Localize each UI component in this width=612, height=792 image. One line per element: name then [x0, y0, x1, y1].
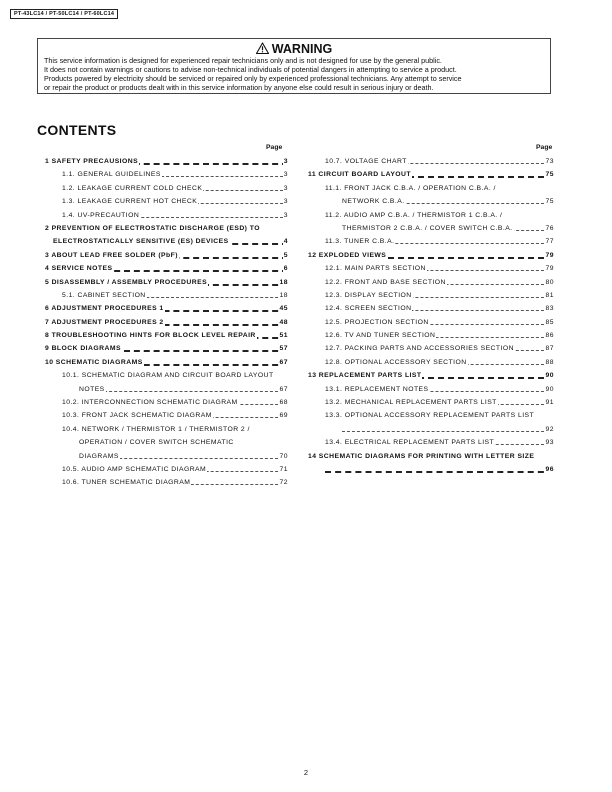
toc-entry[interactable] [45, 263, 288, 276]
toc-entry-page: 86 [545, 332, 554, 340]
toc-entry-title: 10 SCHEMATIC DIAGRAMS [45, 358, 143, 366]
toc-entry-page: 76 [545, 224, 554, 232]
toc-entry-title: 5.1. CABINET SECTION [62, 291, 146, 299]
toc-entry-title: ELECTROSTATICALLY SENSITIVE (ES) DEVICES [53, 238, 229, 246]
toc-entry-page: 3 [283, 171, 288, 179]
toc-entry-page: 3 [283, 211, 288, 219]
toc-entry-page: 91 [545, 399, 554, 407]
toc-entry[interactable] [308, 357, 554, 370]
toc-entry-page: 80 [545, 278, 554, 286]
toc-entry-title: 9 BLOCK DIAGRAMS [45, 345, 121, 353]
toc-entry[interactable] [45, 410, 288, 423]
toc-entry-title: 12 EXPLODED VIEWS [308, 251, 387, 259]
page-column-header-left: Page [266, 144, 283, 151]
toc-left-column [45, 156, 288, 491]
toc-entry[interactable] [45, 250, 288, 263]
toc-entry-page: 75 [545, 171, 554, 179]
toc-entry-page: 45 [279, 305, 288, 313]
toc-entry-page: 51 [279, 332, 288, 340]
toc-entry[interactable] [45, 236, 288, 249]
toc-entry[interactable] [308, 384, 554, 397]
toc-entry[interactable] [45, 317, 288, 330]
toc-entry-title: 10.4. NETWORK / THERMISTOR 1 / THERMISTOR 2 / [62, 425, 250, 433]
toc-entry-title: 14 SCHEMATIC DIAGRAMS FOR PRINTING WITH LETTER SIZE [308, 452, 535, 460]
toc-entry-title: OPERATION / COVER SWITCH SCHEMATIC [79, 439, 234, 447]
toc-entry-title: 1.4. UV-PRECAUTION [62, 211, 140, 219]
toc-entry-page: 79 [545, 265, 554, 273]
toc-entry-title: 12.8. OPTIONAL ACCESSORY SECTION [325, 358, 467, 366]
toc-entry[interactable] [45, 437, 288, 450]
toc-entry-title: 11 CIRCUIT BOARD LAYOUT [308, 171, 412, 179]
warning-line: This service information is designed for experienced repair technicians only and is not designed for use by the general public. [44, 56, 442, 65]
toc-entry[interactable] [308, 236, 554, 249]
toc-entry-title: 11.1. FRONT JACK C.B.A. / OPERATION C.B.A. / [325, 184, 496, 192]
contents-heading: CONTENTS [37, 122, 117, 138]
toc-entry-page: 5 [283, 251, 288, 259]
toc-entry-title: NOTES [79, 385, 105, 393]
warning-triangle-icon [256, 42, 269, 54]
toc-entry-page: 3 [283, 158, 288, 165]
toc-entry-page: 75 [545, 198, 554, 206]
toc-entry[interactable] [308, 169, 554, 182]
toc-entry-title: 13 REPLACEMENT PARTS LIST [308, 372, 422, 380]
toc-entry[interactable] [308, 370, 554, 383]
toc-entry-page: 48 [279, 318, 288, 326]
toc-entry-title: 12.2. FRONT AND BASE SECTION [325, 278, 446, 286]
toc-leader [79, 391, 288, 392]
toc-entry-title: 13.1. REPLACEMENT NOTES [325, 385, 429, 393]
toc-entry-title: 11.2. AUDIO AMP C.B.A. / THERMISTOR 1 C.B.A. / [325, 211, 503, 219]
warning-title [38, 42, 550, 56]
toc-entry-title: 12.7. PACKING PARTS AND ACCESSORIES SECTION [325, 345, 514, 353]
toc-entry-title: 12.1. MAIN PARTS SECTION [325, 265, 426, 273]
toc-entry[interactable] [308, 156, 554, 169]
warning-text [44, 56, 544, 92]
toc-entry-title: 10.3. FRONT JACK SCHEMATIC DIAGRAM [62, 412, 212, 420]
toc-entry[interactable] [308, 464, 554, 477]
toc-entry[interactable] [308, 424, 554, 437]
toc-entry-title: 12.4. SCREEN SECTION [325, 305, 412, 313]
toc-entry-title: 3 ABOUT LEAD FREE SOLDER (PbF) [45, 251, 178, 259]
toc-entry[interactable] [45, 451, 288, 464]
toc-entry[interactable] [45, 183, 288, 196]
toc-entry-title: 1.2. LEAKAGE CURRENT COLD CHECK [62, 184, 203, 192]
page-column-header-right: Page [536, 144, 553, 151]
toc-entry-page: 6 [283, 265, 288, 273]
toc-entry-title: 11.3. TUNER C.B.A. [325, 238, 395, 246]
toc-entry-page: 67 [279, 385, 288, 393]
toc-entry[interactable] [45, 424, 288, 437]
toc-entry[interactable] [308, 210, 554, 223]
toc-entry-page: 18 [279, 278, 288, 286]
toc-entry[interactable] [308, 290, 554, 303]
toc-entry[interactable] [308, 397, 554, 410]
toc-entry[interactable] [45, 357, 288, 370]
toc-entry-title: 10.1. SCHEMATIC DIAGRAM AND CIRCUIT BOARD LAYOUT [62, 372, 274, 380]
toc-entry-title: 1.1. GENERAL GUIDELINES [62, 171, 161, 179]
toc-entry[interactable] [45, 330, 288, 343]
toc-entry-page: 68 [279, 399, 288, 407]
toc-entry[interactable] [308, 277, 554, 290]
toc-entry-title: 13.4. ELECTRICAL REPLACEMENT PARTS LIST [325, 439, 495, 447]
warning-line: or repair the product or products dealt with in this service information by anyone else could result in serious injury or death. [44, 83, 434, 92]
toc-entry-page: 3 [283, 184, 288, 192]
toc-entry-page: 4 [283, 238, 288, 246]
toc-entry-title: 12.5. PROJECTION SECTION [325, 318, 429, 326]
toc-entry-page: 93 [545, 439, 554, 447]
toc-entry-title: NETWORK C.B.A. [342, 198, 405, 206]
toc-entry[interactable] [45, 169, 288, 182]
toc-entry[interactable] [45, 196, 288, 209]
toc-entry-title: 10.5. AUDIO AMP SCHEMATIC DIAGRAM [62, 465, 207, 473]
toc-entry-page: 70 [279, 452, 288, 460]
toc-entry[interactable] [45, 223, 288, 236]
toc-entry-title: 10.7. VOLTAGE CHART [325, 158, 407, 165]
toc-entry[interactable] [45, 397, 288, 410]
toc-entry[interactable] [45, 303, 288, 316]
toc-leader [342, 431, 554, 432]
toc-entry-title: 7 ADJUSTMENT PROCEDURES 2 [45, 318, 164, 326]
toc-entry-page: 69 [279, 412, 288, 420]
toc-entry-title: 8 TROUBLESHOOTING HINTS FOR BLOCK LEVEL REPAIR [45, 332, 256, 340]
toc-entry-page: 72 [279, 479, 288, 487]
toc-entry-title: 13.2. MECHANICAL REPLACEMENT PARTS LIST [325, 399, 497, 407]
toc-leader [325, 471, 554, 473]
toc-entry-title: 1 SAFETY PRECAUSIONS [45, 158, 139, 165]
toc-entry-page: 73 [545, 158, 554, 165]
toc-entry-page: 71 [279, 465, 288, 473]
toc-entry-page: 88 [545, 358, 554, 366]
toc-entry-title: 4 SERVICE NOTES [45, 265, 113, 273]
toc-entry-page: 79 [545, 251, 554, 259]
toc-entry-title: 2 PREVENTION OF ELECTROSTATIC DISCHARGE (ESD) TO [45, 224, 260, 232]
toc-right-column [308, 156, 554, 477]
toc-entry-page: 81 [545, 291, 554, 299]
toc-entry-page: 90 [545, 385, 554, 393]
toc-entry[interactable] [308, 183, 554, 196]
toc-entry[interactable] [308, 330, 554, 343]
toc-entry-page: 77 [545, 238, 554, 246]
toc-entry[interactable] [45, 384, 288, 397]
toc-entry-title: 6 ADJUSTMENT PROCEDURES 1 [45, 305, 164, 313]
toc-entry-title: 5 DISASSEMBLY / ASSEMBLY PROCEDURES [45, 278, 208, 286]
toc-entry[interactable] [308, 410, 554, 423]
toc-entry[interactable] [308, 303, 554, 316]
toc-entry-title: 10.6. TUNER SCHEMATIC DIAGRAM [62, 479, 191, 487]
toc-entry[interactable] [45, 277, 288, 290]
toc-entry-title: 12.6. TV AND TUNER SECTION [325, 332, 436, 340]
toc-entry-page: 96 [545, 465, 554, 473]
warning-title-text: WARNING [271, 42, 333, 56]
toc-entry-page: 18 [279, 291, 288, 299]
toc-entry[interactable] [308, 263, 554, 276]
toc-entry[interactable] [45, 290, 288, 303]
toc-entry[interactable] [45, 464, 288, 477]
toc-entry[interactable] [45, 370, 288, 383]
warning-line: It does not contain warnings or cautions to advise non-technical individuals of potential dangers in attempting to service a product. [44, 65, 457, 74]
toc-entry[interactable] [308, 250, 554, 263]
toc-entry-title: DIAGRAMS [79, 452, 119, 460]
toc-entry-page: 3 [283, 198, 288, 206]
toc-entry[interactable] [308, 451, 554, 464]
toc-entry[interactable] [308, 437, 554, 450]
toc-entry-page: 57 [279, 345, 288, 353]
warning-box [37, 38, 551, 94]
toc-entry-title: 12.3. DISPLAY SECTION [325, 291, 412, 299]
toc-entry[interactable] [45, 343, 288, 356]
toc-entry-page: 90 [545, 372, 554, 380]
toc-entry[interactable] [308, 196, 554, 209]
toc-entry-page: 67 [279, 358, 288, 366]
toc-entry-title: 10.2. INTERCONNECTION SCHEMATIC DIAGRAM [62, 399, 238, 407]
toc-entry[interactable] [45, 210, 288, 223]
toc-entry-page: 92 [545, 425, 554, 433]
toc-entry[interactable] [45, 477, 288, 490]
model-tag: PT-43LC14 / PT-50LC14 / PT-60LC14 [10, 9, 118, 19]
toc-entry[interactable] [308, 343, 554, 356]
toc-entry-page: 83 [545, 305, 554, 313]
toc-entry[interactable] [308, 317, 554, 330]
toc-entry[interactable] [45, 156, 288, 169]
toc-entry-title: THERMISTOR 2 C.B.A. / COVER SWITCH C.B.A. [342, 224, 513, 232]
toc-entry-title: 13.3. OPTIONAL ACCESSORY REPLACEMENT PARTS LIST [325, 412, 535, 420]
toc-entry-title: 1.3. LEAKAGE CURRENT HOT CHECK [62, 198, 198, 206]
toc-entry[interactable] [308, 223, 554, 236]
warning-line: Products powered by electricity should be serviced or repaired only by experienced professional technicians. Any attempt to service [44, 74, 462, 83]
toc-entry-page: 85 [545, 318, 554, 326]
toc-entry-page: 87 [545, 345, 554, 353]
page-number: 2 [303, 768, 309, 777]
